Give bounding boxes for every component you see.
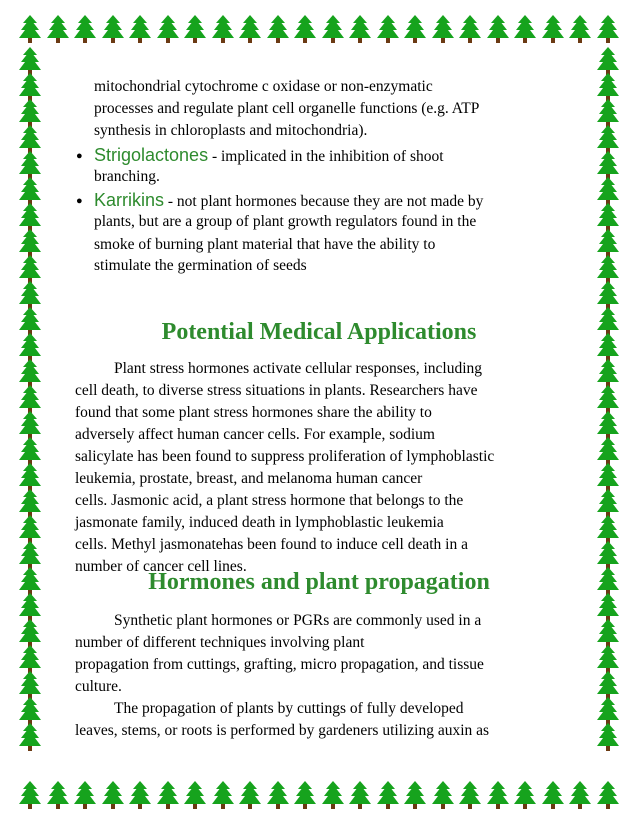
bullet-line: plants, but are a group of plant growth regulators found in the	[94, 213, 477, 230]
intro-line: processes and regulate plant cell organelle functions (e.g. ATP	[94, 100, 480, 117]
paragraph-line: propagation from cuttings, grafting, micro propagation, and tissue	[75, 656, 484, 673]
intro-line: mitochondrial cytochrome c oxidase or non-enzymatic	[94, 78, 433, 95]
paragraph-line: number of different techniques involving plant	[75, 634, 365, 651]
paragraph-line: cell death, to diverse stress situations in plants. Researchers have	[75, 382, 478, 399]
bullet-line: smoke of burning plant material that have the ability to	[94, 236, 436, 253]
bullet-marker: ●	[76, 150, 83, 162]
intro-line: synthesis in chloroplasts and mitochondria).	[94, 122, 368, 139]
paragraph-line: jasmonate family, induced death in lymphoblastic leukemia	[75, 514, 444, 531]
paragraph-line: leukemia, prostate, breast, and melanoma human cancer	[75, 470, 423, 487]
bullet-first-line	[94, 145, 444, 167]
paragraph-line: cells. Methyl jasmonatehas been found to induce cell death in a	[75, 536, 468, 553]
bullet-term: Strigolactones	[94, 145, 209, 165]
paragraph-line: found that some plant stress hormones share the ability to	[75, 404, 432, 421]
bullet-first-line	[94, 190, 483, 212]
paragraph-line: leaves, stems, or roots is performed by gardeners utilizing auxin as	[75, 722, 490, 739]
paragraph-line: cells. Jasmonic acid, a plant stress hormone that belongs to the	[75, 492, 464, 509]
bullet-text: - not plant hormones because they are not made by	[164, 193, 484, 210]
paragraph-line: culture.	[75, 678, 122, 695]
bullet-line: stimulate the germination of seeds	[94, 257, 307, 274]
paragraph-line: Synthetic plant hormones or PGRs are commonly used in a	[114, 612, 482, 629]
paragraph-line: salicylate has been found to suppress proliferation of lymphoblastic	[75, 448, 495, 465]
bullet-line: branching.	[94, 168, 160, 185]
section-heading: Potential Medical Applications	[161, 319, 477, 345]
paragraph-line: Plant stress hormones activate cellular responses, including	[114, 360, 483, 377]
paragraph-line: adversely affect human cancer cells. For example, sodium	[75, 426, 435, 443]
paragraph-line: The propagation of plants by cuttings of fully developed	[114, 700, 464, 717]
bullet-text: - implicated in the inhibition of shoot	[208, 148, 444, 165]
bullet-term: Karrikins	[94, 190, 165, 210]
bullet-marker: ●	[76, 195, 83, 207]
section-heading: Hormones and plant propagation	[148, 569, 490, 595]
paragraph-line: number of cancer cell lines.	[75, 558, 247, 575]
